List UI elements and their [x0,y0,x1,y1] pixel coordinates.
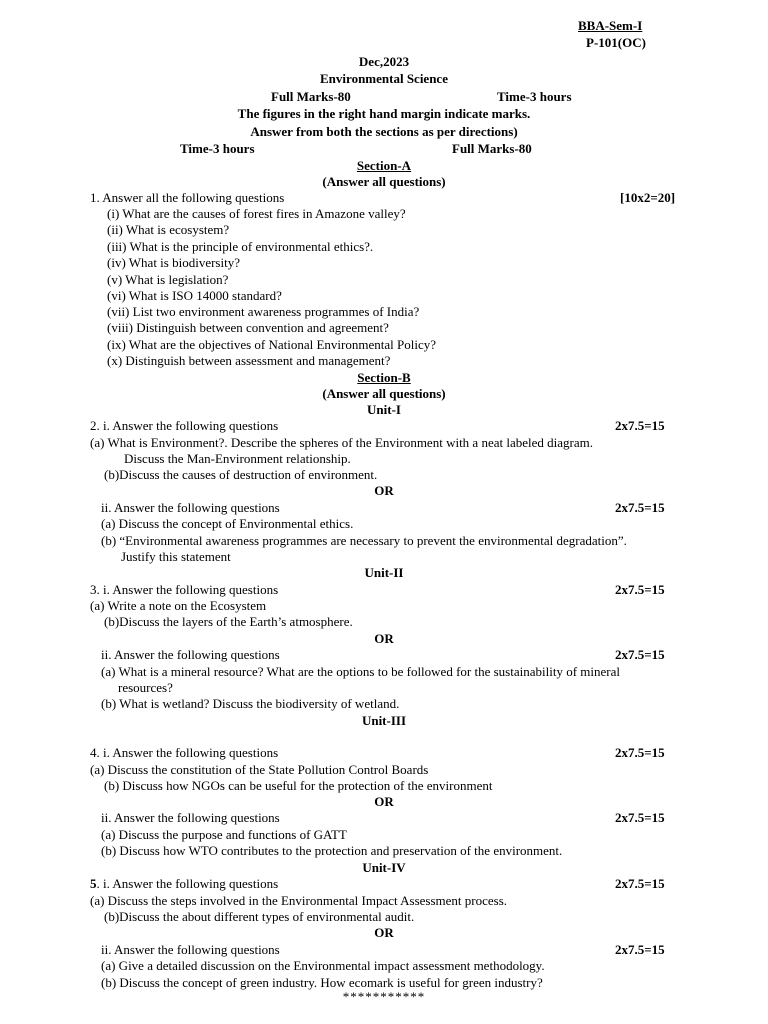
question-4-i: 4. i. Answer the following questions [90,745,279,760]
q3ii-part-a: (a) What is a mineral resource? What are the options to be followed for the sustainability of mineral [101,664,620,679]
or-divider: OR [374,483,394,498]
course-code: BBA-Sem-I [578,18,643,33]
q5ii-part-b: (b) Discuss the concept of green industry. How ecomark is useful for green industry? [101,975,543,990]
time-allowed: Time-3 hours [497,89,572,104]
question-5-i [90,876,278,892]
subject-title: Environmental Science [320,71,448,86]
question-3-i-marks: 2x7.5=15 [615,582,665,597]
q5ii-part-a: (a) Give a detailed discussion on the Environmental impact assessment methodology. [101,958,545,973]
full-marks: Full Marks-80 [271,89,351,104]
question-1-marks: [10x2=20] [620,190,676,205]
instruction-sections: Answer from both the sections as per directions) [250,124,518,139]
unit-2-title: Unit-II [364,565,404,580]
q4i-part-a: (a) Discuss the constitution of the State Pollution Control Boards [90,762,429,777]
q1-item: (ix) What are the objectives of National Environmental Policy? [107,337,436,352]
or-divider: OR [374,631,394,646]
question-5-number: 5 [90,876,97,891]
question-4-ii-marks: 2x7.5=15 [615,810,665,825]
full-marks-repeat: Full Marks-80 [452,141,532,156]
unit-3-title: Unit-III [361,713,407,728]
or-divider: OR [374,925,394,940]
question-2-i-marks: 2x7.5=15 [615,418,665,433]
unit-1-title: Unit-I [367,402,401,417]
section-a-title: Section-A [356,158,412,173]
question-5-i-marks: 2x7.5=15 [615,876,665,891]
q2ii-part-b: (b) “Environmental awareness programmes are necessary to prevent the environmental degradation”. [101,533,627,548]
instruction-marks: The figures in the right hand margin indicate marks. [237,106,531,121]
q1-item: (v) What is legislation? [107,272,229,287]
q3i-part-b: (b)Discuss the layers of the Earth’s atmosphere. [104,614,353,629]
q1-item: (vi) What is ISO 14000 standard? [107,288,282,303]
q3ii-part-b: (b) What is wetland? Discuss the biodiversity of wetland. [101,696,400,711]
question-3-ii: ii. Answer the following questions [101,647,280,662]
q2i-part-a: (a) What is Environment?. Describe the spheres of the Environment with a neat labeled diagram. [90,435,593,450]
question-1: 1. Answer all the following questions [90,190,285,205]
question-3-ii-marks: 2x7.5=15 [615,647,665,662]
q2ii-part-a: (a) Discuss the concept of Environmental ethics. [101,516,354,531]
q4ii-part-b: (b) Discuss how WTO contributes to the protection and preservation of the environment. [101,843,563,858]
q4i-part-b: (b) Discuss how NGOs can be useful for the protection of the environment [104,778,493,793]
section-a-instruction: (Answer all questions) [322,174,446,189]
q3ii-part-a-cont: resources? [118,680,173,695]
question-2-ii-marks: 2x7.5=15 [615,500,665,515]
q5i-part-b: (b)Discuss the about different types of environmental audit. [104,909,415,924]
q4ii-part-a: (a) Discuss the purpose and functions of GATT [101,827,347,842]
question-3-i: 3. i. Answer the following questions [90,582,279,597]
question-2-i: 2. i. Answer the following questions [90,418,279,433]
q1-item: (viii) Distinguish between convention and agreement? [107,320,389,335]
q2i-part-b: (b)Discuss the causes of destruction of environment. [104,467,378,482]
q1-item: (vii) List two environment awareness programmes of India? [107,304,420,319]
q5i-part-a: (a) Discuss the steps involved in the Environmental Impact Assessment process. [90,893,508,908]
paper-code: P-101(OC) [586,35,646,50]
q1-item: (ii) What is ecosystem? [107,222,230,237]
time-allowed-repeat: Time-3 hours [180,141,255,156]
unit-4-title: Unit-IV [362,860,406,875]
q1-item: (x) Distinguish between assessment and management? [107,353,391,368]
question-5-ii-marks: 2x7.5=15 [615,942,665,957]
q3i-part-a: (a) Write a note on the Ecosystem [90,598,267,613]
q2i-part-a-cont: Discuss the Man-Environment relationship. [124,451,351,466]
q1-item: (iv) What is biodiversity? [107,255,240,270]
q2ii-part-b-cont: Justify this statement [121,549,231,564]
q1-item: (i) What are the causes of forest fires in Amazone valley? [107,206,406,221]
question-4-i-marks: 2x7.5=15 [615,745,665,760]
question-5-ii: ii. Answer the following questions [101,942,280,957]
question-4-ii: ii. Answer the following questions [101,810,280,825]
end-of-paper-mark: *********** [342,989,426,1004]
q1-item: (iii) What is the principle of environmental ethics?. [107,239,374,254]
question-2-ii: ii. Answer the following questions [101,500,280,515]
section-b-instruction: (Answer all questions) [322,386,446,401]
section-b-title: Section-B [357,370,411,385]
exam-date: Dec,2023 [358,54,410,69]
question-5-i-text: . i. Answer the following questions [96,876,279,891]
or-divider: OR [374,794,394,809]
